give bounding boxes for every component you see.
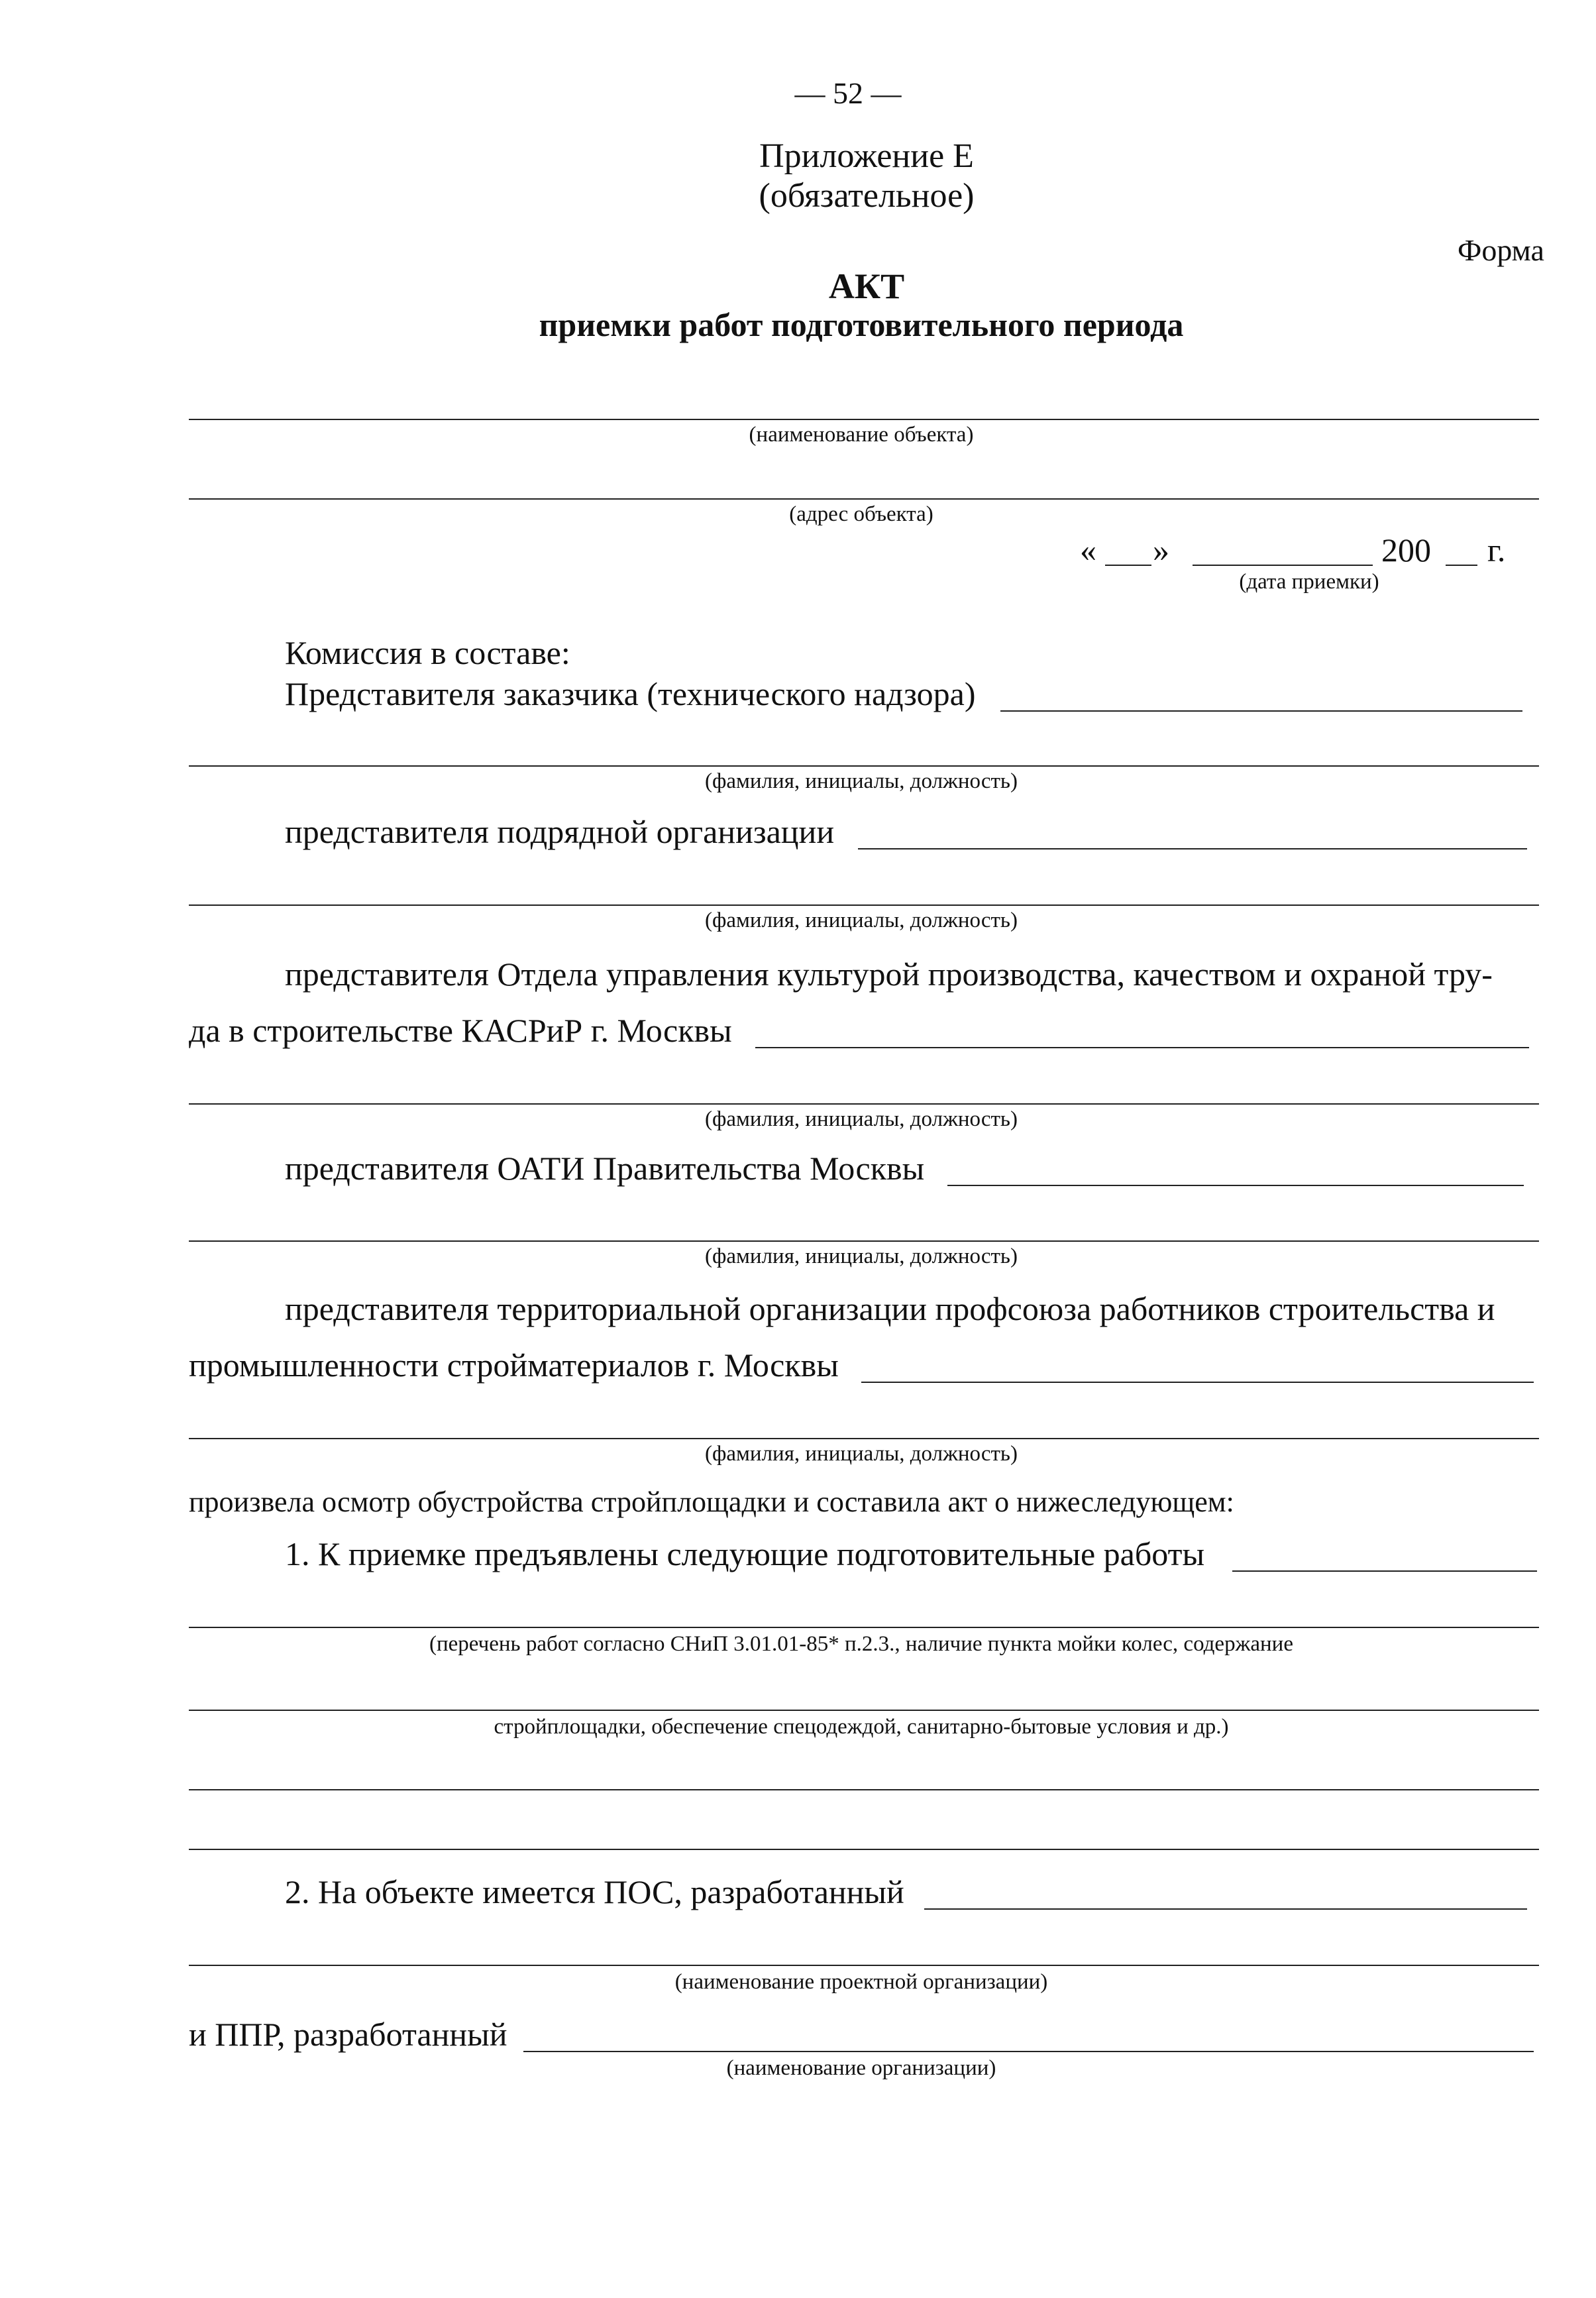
union-line1: представителя территориальной организации профсоюза работников строительства и: [285, 1290, 1495, 1327]
union-rep-field[interactable]: [861, 1382, 1534, 1383]
customer-rep-field[interactable]: [1000, 710, 1522, 712]
customer-rep-caption: (фамилия, инициалы, должность): [705, 769, 1018, 793]
oati-rep-field[interactable]: [947, 1185, 1524, 1186]
union-line2: промышленности стройматериалов г. Москвы: [189, 1346, 839, 1384]
object-address-caption: (адрес объекта): [789, 502, 933, 526]
page-number: — 52 —: [794, 76, 902, 110]
oati-rep-caption: (фамилия, инициалы, должность): [705, 1244, 1018, 1268]
object-address-line[interactable]: [189, 498, 1539, 500]
contractor-rep-caption: (фамилия, инициалы, должность): [705, 908, 1018, 932]
date-month-field[interactable]: [1193, 565, 1373, 566]
customer-rep-label: Представителя заказчика (технического надзора): [285, 675, 976, 712]
appendix-title: Приложение Е: [759, 137, 974, 175]
contractor-rep-label: представителя подрядной организации: [285, 813, 835, 850]
culture-dept-line2: да в строительстве КАСРиР г. Москвы: [189, 1012, 732, 1049]
union-rep-caption: (фамилия, инициалы, должность): [705, 1442, 1018, 1466]
object-name-line[interactable]: [189, 419, 1539, 420]
appendix-status: (обязательное): [759, 177, 975, 215]
contractor-rep-line[interactable]: [189, 904, 1539, 906]
item1-line2[interactable]: [189, 1710, 1539, 1711]
object-name-caption: (наименование объекта): [749, 423, 974, 447]
oati-rep-label: представителя ОАТИ Правительства Москвы: [285, 1150, 925, 1187]
date-open-quote: «: [1080, 531, 1096, 569]
ppr-label: и ППР, разработанный: [189, 2016, 507, 2053]
item2-line[interactable]: [189, 1965, 1539, 1966]
date-year-prefix: 200: [1381, 531, 1431, 569]
item1-line3[interactable]: [189, 1789, 1539, 1790]
date-year-suffix: г.: [1487, 531, 1506, 569]
union-rep-line[interactable]: [189, 1438, 1539, 1439]
item1-label: 1. К приемке предъявлены следующие подготовительные работы: [285, 1535, 1205, 1572]
culture-dept-line1: представителя Отдела управления культурой производства, качеством и охраной тру-: [285, 956, 1493, 993]
item2-label: 2. На объекте имеется ПОС, разработанный: [285, 1873, 904, 1910]
item2-caption: (наименование проектной организации): [674, 1970, 1048, 1994]
culture-dept-line[interactable]: [189, 1103, 1539, 1105]
item2-field[interactable]: [924, 1908, 1527, 1910]
date-day-field[interactable]: [1105, 565, 1151, 566]
item1-line4[interactable]: [189, 1849, 1539, 1850]
date-year-field[interactable]: [1446, 565, 1477, 566]
commission-heading: Комиссия в составе:: [285, 634, 570, 671]
inspection-statement: произвела осмотр обустройства стройплощадки и составила акт о нижеследующем:: [189, 1486, 1234, 1518]
item1-field[interactable]: [1232, 1570, 1537, 1572]
ppr-field[interactable]: [523, 2051, 1534, 2052]
item1-caption-line2: стройплощадки, обеспечение спецодеждой, санитарно-бытовые условия и др.): [494, 1715, 1229, 1739]
item1-line1[interactable]: [189, 1627, 1539, 1628]
culture-dept-caption: (фамилия, инициалы, должность): [705, 1107, 1018, 1131]
act-subtitle: приемки работ подготовительного периода: [539, 306, 1184, 343]
culture-dept-field[interactable]: [755, 1047, 1529, 1048]
contractor-rep-field[interactable]: [858, 848, 1527, 849]
form-label: Форма: [1458, 233, 1544, 267]
customer-rep-line[interactable]: [189, 765, 1539, 767]
date-caption: (дата приемки): [1239, 570, 1379, 594]
ppr-caption: (наименование организации): [726, 2056, 996, 2080]
act-title: АКТ: [828, 266, 905, 306]
date-close-quote: »: [1153, 531, 1169, 569]
item1-caption-line1: (перечень работ согласно СНиП 3.01.01-85* п.2.3., наличие пункта мойки колес, содержание: [429, 1632, 1293, 1656]
oati-rep-line[interactable]: [189, 1240, 1539, 1242]
